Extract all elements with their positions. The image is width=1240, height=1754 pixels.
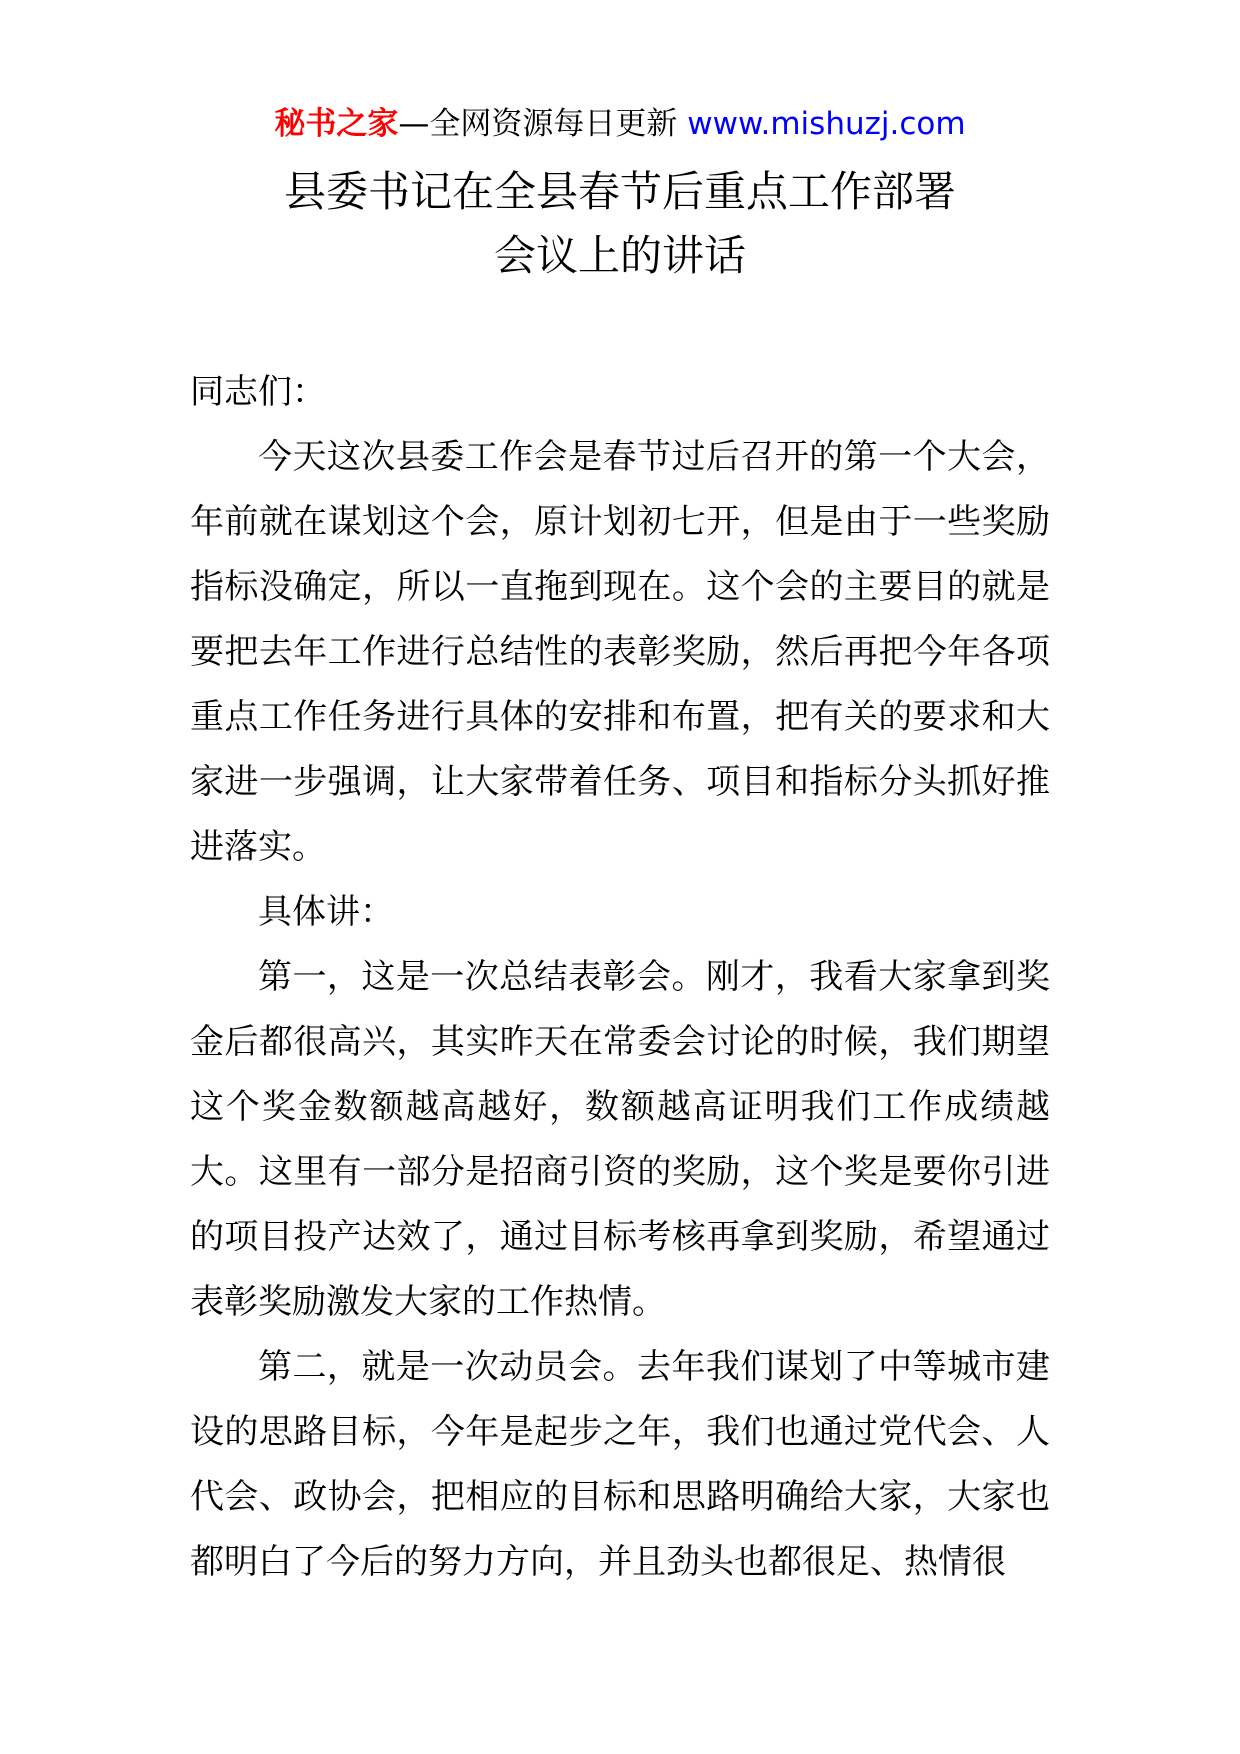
header-tagline: —全网资源每日更新 (398, 106, 688, 142)
brand-name: 秘书之家 (274, 106, 399, 142)
document-title-line-1: 县委书记在全县春节后重点工作部署 (283, 167, 956, 216)
paragraph-intro: 今天这次县委工作会是春节过后召开的第一个大会，年前就在谋划这个会，原计划初七开，但是由于一些奖励指标没确定，所以一直拖到现在。这个会的主要目的就是要把去年工作进行总结性的表彰奖励，然后再把今年各项重点工作任务进行具体的安排和布置，把有关的要求和大家进一步强调，让大家带着任务、项目和指标分头抓好推进落实。 (190, 437, 1050, 867)
site-header (0, 100, 1240, 148)
document-body (190, 360, 1050, 1595)
paragraph-specifics: 具体讲： (258, 892, 394, 932)
paragraph-second-point: 第二，就是一次动员会。去年我们谋划了中等城市建设的思路目标，今年是起步之年，我们也通过党代会、人代会、政协会，把相应的目标和思路明确给大家，大家也都明白了今后的努力方向，并且劲头也都很足、热情很 (190, 1347, 1050, 1582)
document-title-line-2: 会议上的讲话 (493, 231, 746, 280)
site-url-link[interactable]: www.mishuzj.com (687, 106, 966, 142)
salutation: 同志们： (190, 372, 326, 412)
paragraph-first-point: 第一，这是一次总结表彰会。刚才，我看大家拿到奖金后都很高兴，其实昨天在常委会讨论的时候，我们期望这个奖金数额越高越好，数额越高证明我们工作成绩越大。这里有一部分是招商引资的奖励，这个奖是要你引进的项目投产达效了，通过目标考核再拿到奖励，希望通过表彰奖励激发大家的工作热情。 (190, 957, 1050, 1322)
